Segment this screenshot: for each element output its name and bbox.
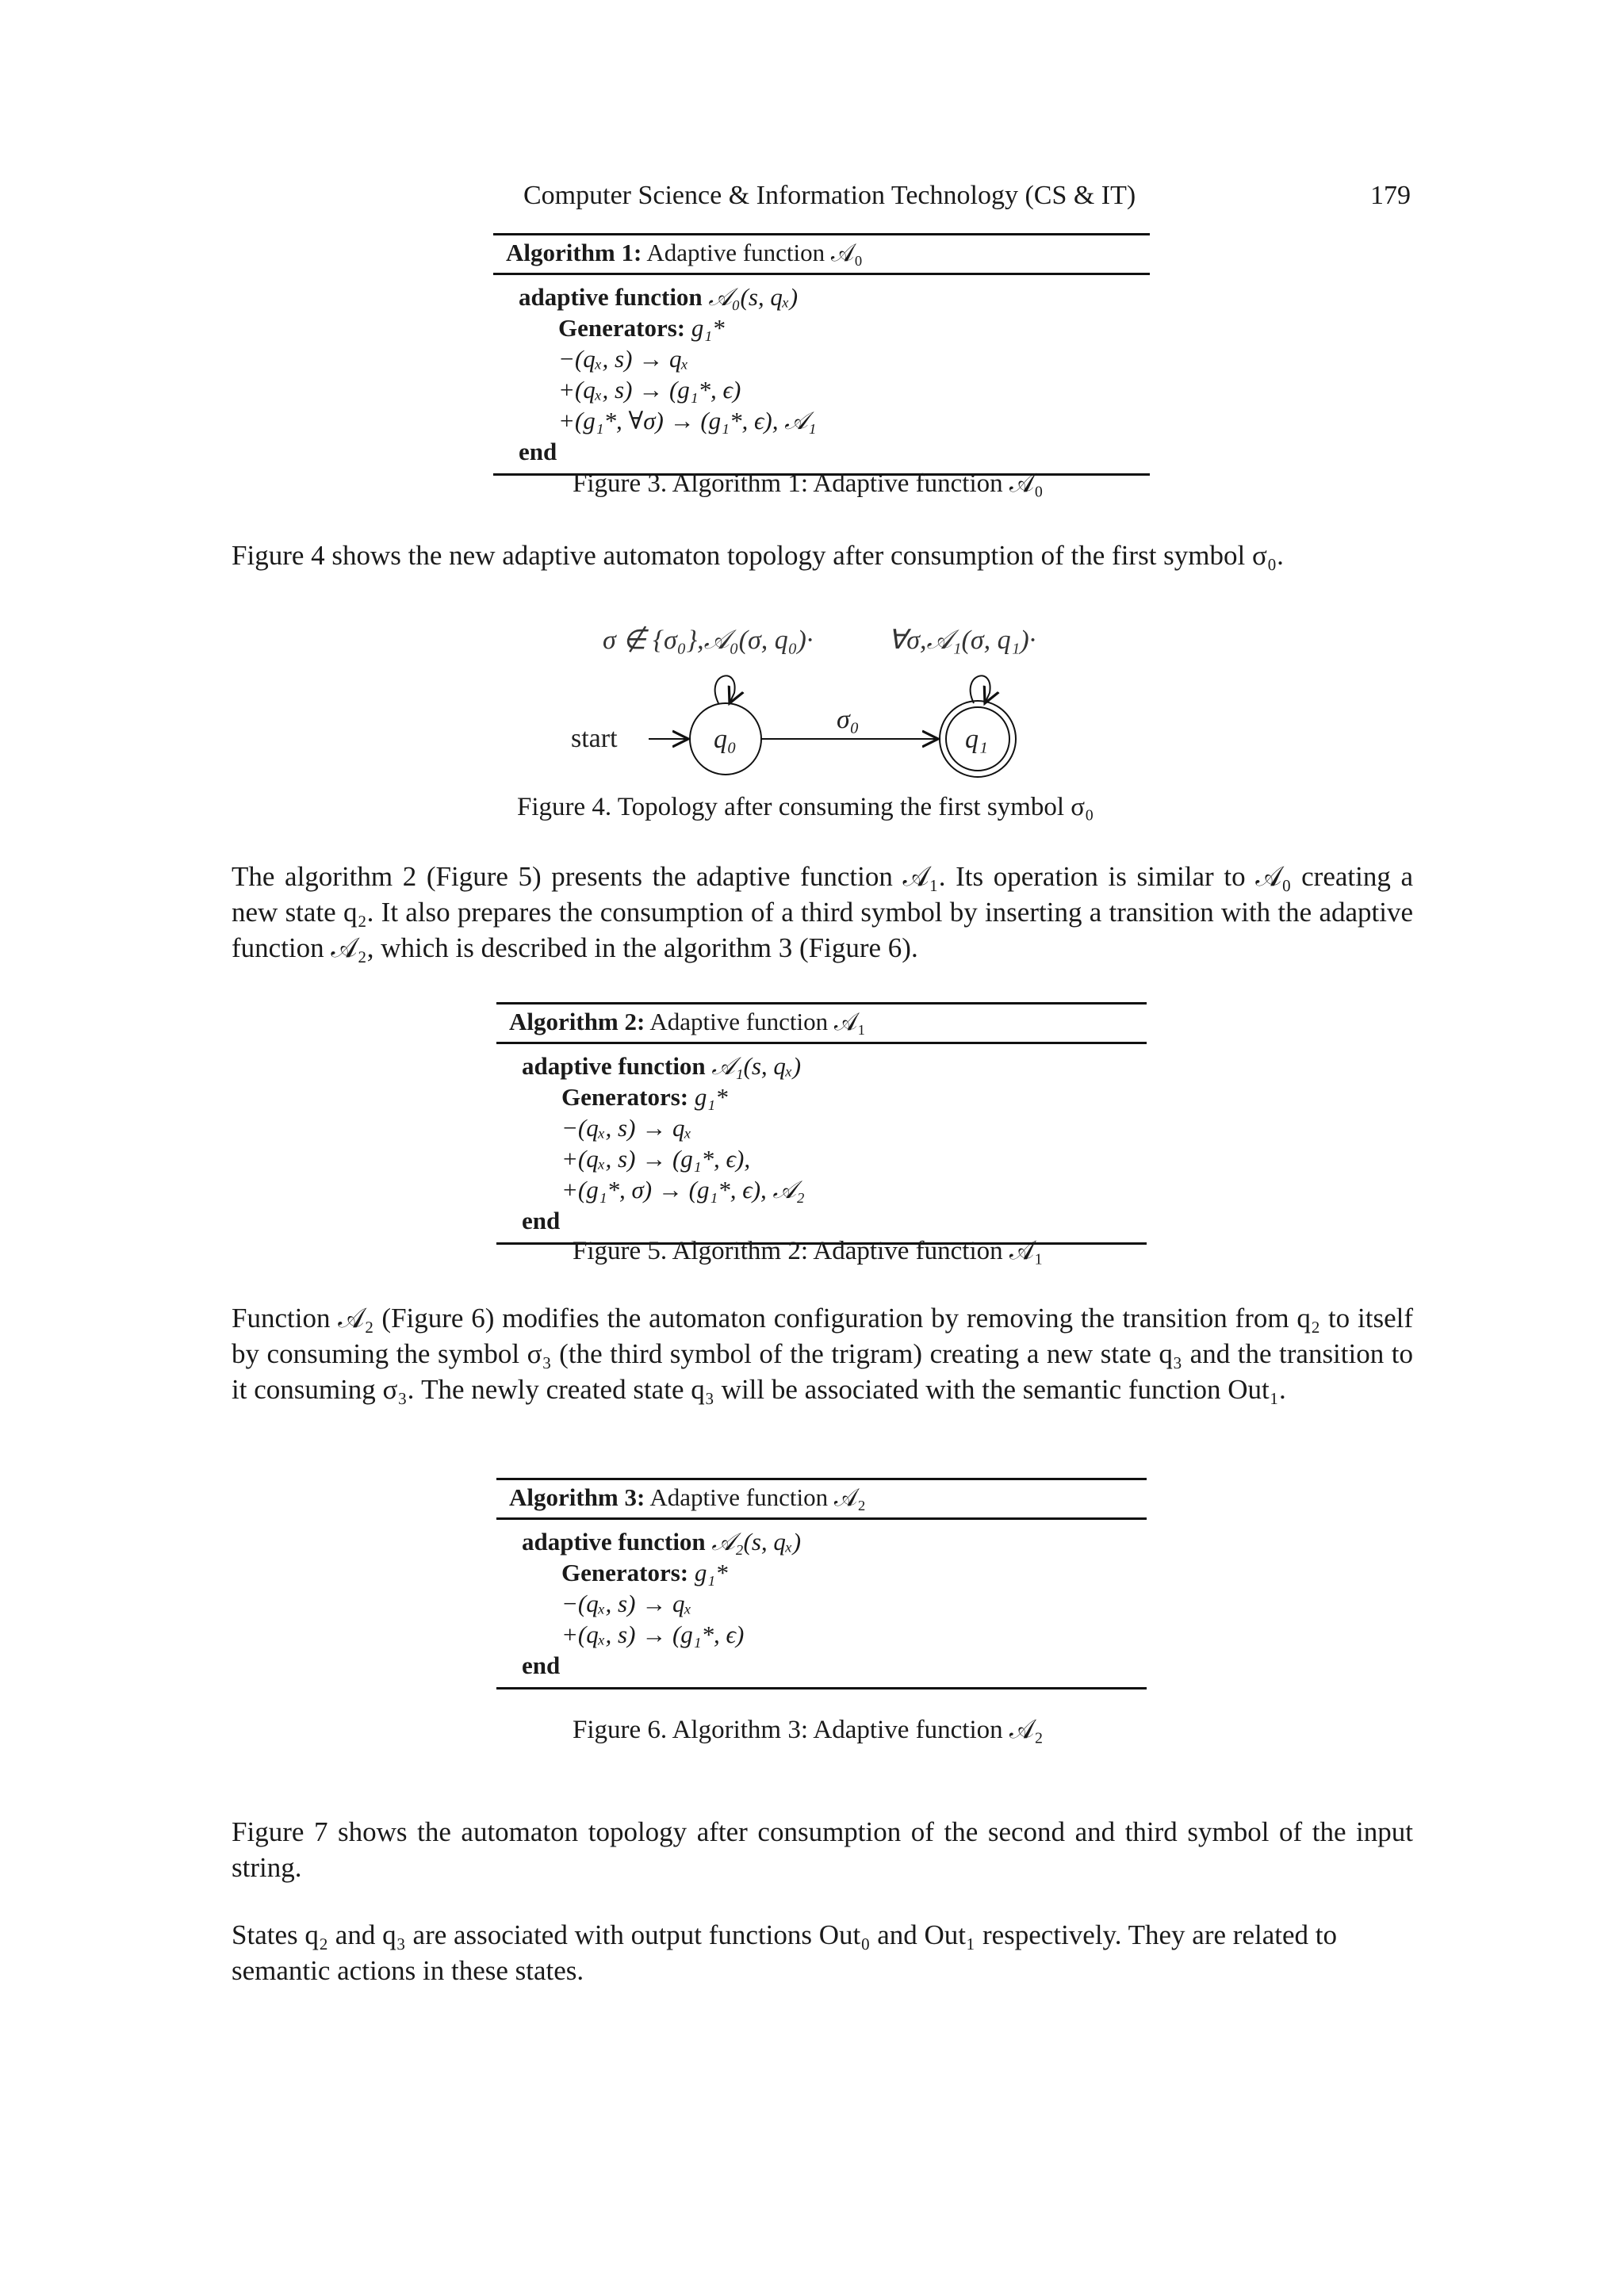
state-q0-label: q₀ [714, 725, 737, 754]
algorithm-2-title [496, 1004, 1147, 1044]
algorithm-1-body [493, 275, 1150, 473]
algorithm-3-title-text: Adaptive function 𝒜₂ [649, 1483, 866, 1511]
algorithm-3-label: Algorithm 3: [509, 1483, 645, 1511]
algorithm-1-generators: g₁* [691, 314, 725, 342]
algorithm-3-end: end [522, 1651, 561, 1679]
algorithm-1-line: +(g₁*, ∀σ) → (g₁*, ϵ), 𝒜₁ [558, 407, 817, 434]
algorithm-2-box [496, 1002, 1147, 1245]
algorithm-1-box [493, 233, 1150, 476]
q0-self-loop [715, 675, 735, 703]
q1-loop-label: ∀σ,𝒜₁(σ, q₁)· [888, 626, 1036, 655]
algorithm-1-title-text: Adaptive function 𝒜₀ [646, 239, 863, 266]
algorithm-1-end: end [519, 438, 557, 465]
state-q1-label: q₁ [965, 725, 988, 754]
running-header: Computer Science & Information Technology (CS & IT) [523, 181, 1136, 210]
algorithm-3-line: −(qₓ, s) → qₓ [561, 1590, 692, 1617]
algorithm-1-keyword: adaptive function [519, 283, 703, 311]
figure-4-caption: Figure 4. Topology after consuming the first symbol σ₀ [517, 793, 1094, 821]
figure-3-caption: Figure 3. Algorithm 1: Adaptive function 𝒜₀ [573, 469, 1044, 498]
algorithm-1-generators-label: Generators: [558, 314, 686, 342]
paragraph-3: Function 𝒜₂ (Figure 6) modifies the automaton configuration by removing the transition from q₂ to itself by consuming the symbol σ₃ (the third symbol of the trigram) creating a new state q₃ and the transition to it consuming σ₃. The newly created state q₃ will be associated with the semantic function Out₁. [232, 1303, 1413, 1405]
algorithm-2-generators: g₁* [694, 1083, 728, 1111]
paragraph-1: Figure 4 shows the new adaptive automaton topology after consumption of the first symbol σ₀. [232, 540, 1284, 571]
algorithm-2-line: +(qₓ, s) → (g₁*, ϵ), [561, 1145, 751, 1173]
paragraph-2: The algorithm 2 (Figure 5) presents the adaptive function 𝒜₁. Its operation is similar to 𝒜₀ creating a new state q₂. It also prepares the consumption of a third symbol by inserting a transition with the adaptive function 𝒜₂, which is described in the algorithm 3 (Figure 6). [232, 861, 1413, 963]
algorithm-2-body [496, 1044, 1147, 1242]
algorithm-2-label: Algorithm 2: [509, 1008, 645, 1035]
algorithm-3-generators: g₁* [694, 1559, 728, 1586]
algorithm-3-keyword: adaptive function [522, 1528, 706, 1556]
algorithm-2-title-text: Adaptive function 𝒜₁ [649, 1008, 866, 1035]
q1-self-loop [971, 675, 990, 703]
algorithm-3-title [496, 1480, 1147, 1520]
start-label: start [571, 724, 618, 753]
algorithm-2-line: −(qₓ, s) → qₓ [561, 1114, 692, 1142]
figure-4-automaton-diagram [571, 610, 1063, 793]
algorithm-1-signature: 𝒜₀(s, qₓ) [708, 283, 799, 311]
paragraph-5: States q₂ and q₃ are associated with output functions Out₀ and Out₁ respectively. They are related to semantic actions in these states. [232, 1919, 1337, 1986]
figure-5-caption: Figure 5. Algorithm 2: Adaptive function 𝒜₁ [573, 1237, 1044, 1265]
algorithm-1-line: +(qₓ, s) → (g₁*, ϵ) [558, 376, 741, 404]
algorithm-1-label: Algorithm 1: [506, 239, 642, 266]
algorithm-1-title [493, 235, 1150, 275]
page-number: 179 [1370, 181, 1411, 210]
q0-loop-label: σ ∉ {σ₀},𝒜₀(σ, q₀)· [603, 626, 814, 655]
algorithm-2-end: end [522, 1207, 561, 1234]
paragraph-4: Figure 7 shows the automaton topology after consumption of the second and third symbol of the input string. [232, 1816, 1413, 1883]
algorithm-2-signature: 𝒜₁(s, qₓ) [711, 1052, 802, 1080]
algorithm-2-generators-label: Generators: [561, 1083, 689, 1111]
algorithm-1-line: −(qₓ, s) → qₓ [558, 345, 689, 373]
algorithm-2-line: +(g₁*, σ) → (g₁*, ϵ), 𝒜₂ [561, 1176, 805, 1203]
algorithm-3-line: +(qₓ, s) → (g₁*, ϵ) [561, 1621, 745, 1648]
algorithm-2-keyword: adaptive function [522, 1052, 706, 1080]
transition-label: σ₀ [837, 705, 860, 734]
algorithm-3-body [496, 1520, 1147, 1687]
algorithm-3-signature: 𝒜₂(s, qₓ) [711, 1528, 802, 1556]
algorithm-3-generators-label: Generators: [561, 1559, 689, 1586]
figure-6-caption: Figure 6. Algorithm 3: Adaptive function 𝒜₂ [573, 1716, 1044, 1744]
algorithm-3-box [496, 1478, 1147, 1689]
